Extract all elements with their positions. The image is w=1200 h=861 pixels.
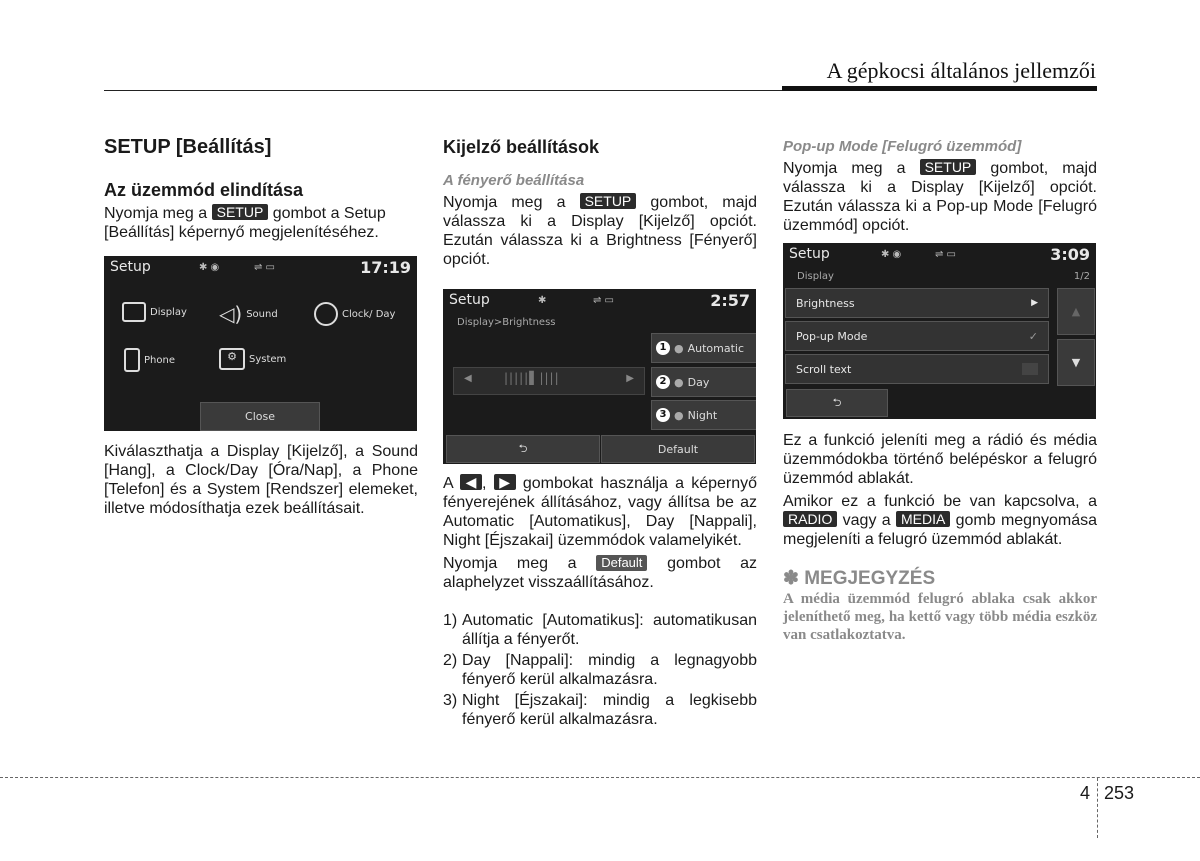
intro-paragraph: Nyomja meg a SETUP gombot a Setup [Beállítás] képernyő megjelenítéséhez. (104, 204, 386, 241)
footer-divider (1097, 778, 1098, 838)
phone-tile: Phone (124, 348, 175, 372)
right-arrow-key: ▶ (494, 474, 516, 490)
clock-readout: 2:57 (710, 291, 750, 310)
usb-icon: ⇌ ▭ (254, 262, 276, 273)
arrows-paragraph: A ◀ , ▶ gombokat használja a képernyő fényerejének állításához, vagy állítsa be az Automatic [Automatikus], Day [Nappali], Night [Éjszakai] üzemmódok valamelyikét. (443, 474, 758, 549)
scroll-down-icon: ▼ (1057, 339, 1095, 386)
subsection-title: A fényerő beállítása (443, 172, 585, 189)
sound-tile: ◁) Sound (219, 302, 278, 326)
setup-key: SETUP (212, 204, 269, 220)
brightness-screen-image (443, 289, 756, 464)
note-title: ✽ MEGJEGYZÉS (783, 568, 936, 589)
system-tile: ⚙ System (219, 348, 286, 370)
radio-key: RADIO (783, 511, 837, 527)
screen-title: Setup (789, 246, 830, 262)
checkbox-icon (1022, 363, 1038, 375)
left-arrow-key: ◀ (460, 474, 482, 490)
close-button: Close (200, 402, 320, 431)
header-rule (104, 90, 784, 91)
radio-icon: ● (674, 408, 684, 422)
usb-icon: ⇌ ▭ (593, 295, 615, 306)
clock-icon (314, 302, 338, 326)
bluetooth-icon: ✱ (538, 295, 547, 306)
popup-mode-screen-image (783, 243, 1096, 419)
display-tile: Display (122, 302, 187, 322)
setup-screen-image (104, 256, 417, 431)
screen-title: Setup (449, 292, 490, 308)
column-1-body (104, 442, 418, 518)
header-rule-accent (782, 86, 1097, 91)
scroll-text-row: Scroll text (785, 354, 1049, 384)
list-item: 2) Day [Nappali]: mindig a legnagyobb fényerő kerül alkalmazásra. (443, 652, 757, 688)
default-button: Default (601, 435, 755, 463)
radio-media-paragraph: Amikor ez a funkció be van kapcsolva, a RADIO vagy a MEDIA gomb megnyomása megjeleníti a felugró üzemmód ablakát. (783, 493, 1097, 548)
radio-icon: ● (674, 375, 684, 389)
speaker-icon: ◁) (219, 302, 243, 326)
back-button: ⮌ (786, 389, 888, 417)
gear-icon: ⚙ (219, 348, 245, 370)
intro-paragraph: Nyomja meg a SETUP gombot, majd válassza ki a Display [Kijelző] opciót. Ezután válassza ki a Pop-up Mode [Felugró üzemmód] opciót. (783, 159, 1097, 234)
display-icon (122, 302, 146, 322)
back-button: ⮌ (446, 435, 600, 463)
column-2 (443, 138, 757, 269)
bluetooth-icon: ✱ ◉ (881, 249, 902, 260)
scroll-up-icon: ▲ (1057, 288, 1095, 335)
phone-icon (124, 348, 140, 372)
column-3-body (783, 431, 1097, 644)
description-paragraph: Kiválaszthatja a Display [Kijelző], a Sound [Hang], a Clock/Day [Óra/Nap], a Phone [Telefon] és a System [Rendszer] elemeket, illetve módosíthatja ezek beállításait. (104, 443, 418, 517)
status-bar (104, 256, 417, 280)
automatic-option: 1 ● Automatic (651, 333, 756, 363)
status-bar (783, 243, 1096, 267)
brightness-slider (453, 367, 645, 395)
list-item: 3) Night [Éjszakai]: mindig a legkisebb fényerő kerül alkalmazásra. (443, 692, 757, 728)
subsection-title: Az üzemmód elindítása (104, 180, 304, 200)
breadcrumb: Display>Brightness (457, 317, 556, 328)
column-1 (104, 138, 418, 242)
day-option: 2 ● Day (651, 367, 756, 397)
bluetooth-icon: ✱ ◉ (199, 262, 220, 273)
footer-rule (0, 777, 1200, 778)
function-paragraph: Ez a funkció jeleníti meg a rádió és média üzemmódokba történő belépéskor a felugró üzemmód ablakát. (783, 432, 1097, 487)
checkmark-icon: ✓ (1028, 329, 1038, 343)
default-paragraph: Nyomja meg a Default gombot az alaphelyzet visszaállításához. (443, 555, 757, 591)
list-item: 1) Automatic [Automatikus]: automatikusan állítja a fényerőt. (443, 612, 757, 648)
subsection-title: Pop-up Mode [Felugró üzemmód] (783, 138, 1022, 155)
clock-readout: 3:09 (1050, 245, 1090, 264)
default-key: Default (596, 555, 647, 571)
intro-paragraph: Nyomja meg a SETUP gombot, majd válassza ki a Display [Kijelző] opciót. Ezután válassza ki a Brightness [Fényerő] opciót. (443, 193, 757, 268)
night-option: 3 ● Night (651, 400, 756, 430)
setup-key: SETUP (580, 193, 637, 209)
radio-icon: ● (674, 341, 684, 355)
increase-icon: ▶ (626, 373, 634, 384)
arrow-right-icon: ▶ (1031, 298, 1038, 308)
page-indicator: 1/2 (1073, 271, 1090, 282)
media-key: MEDIA (896, 511, 950, 527)
section-label: Display (797, 271, 834, 282)
usb-icon: ⇌ ▭ (935, 249, 957, 260)
popup-mode-row: Pop-up Mode ✓ (785, 321, 1049, 351)
decrease-icon: ◀ (464, 373, 472, 384)
clock-tile: Clock/ Day (314, 302, 404, 326)
slider-ticks: |||||▌|||| (504, 371, 560, 385)
screen-title: Setup (110, 259, 151, 275)
page-number: 253 (1104, 783, 1135, 803)
section-title: Kijelző beállítások (443, 137, 600, 157)
callout-marker: 2 (656, 375, 670, 389)
callout-marker: 3 (656, 408, 670, 422)
column-2-body (443, 474, 757, 731)
note-text: A média üzemmód felugró ablaka csak akkor jeleníthető meg, ha kettő vagy több média eszköz van csatlakoztatva. (783, 591, 1097, 643)
running-header: A gépkocsi általános jellemzői (826, 58, 1096, 83)
column-3 (783, 137, 1097, 235)
chapter-number: 4 (1080, 783, 1091, 803)
section-title: SETUP [Beállítás] (104, 136, 272, 158)
brightness-row: Brightness ▶ (785, 288, 1049, 318)
status-bar (443, 289, 756, 313)
callout-marker: 1 (656, 341, 670, 355)
clock-readout: 17:19 (360, 258, 411, 277)
mode-list (443, 611, 757, 729)
setup-key: SETUP (920, 159, 977, 175)
